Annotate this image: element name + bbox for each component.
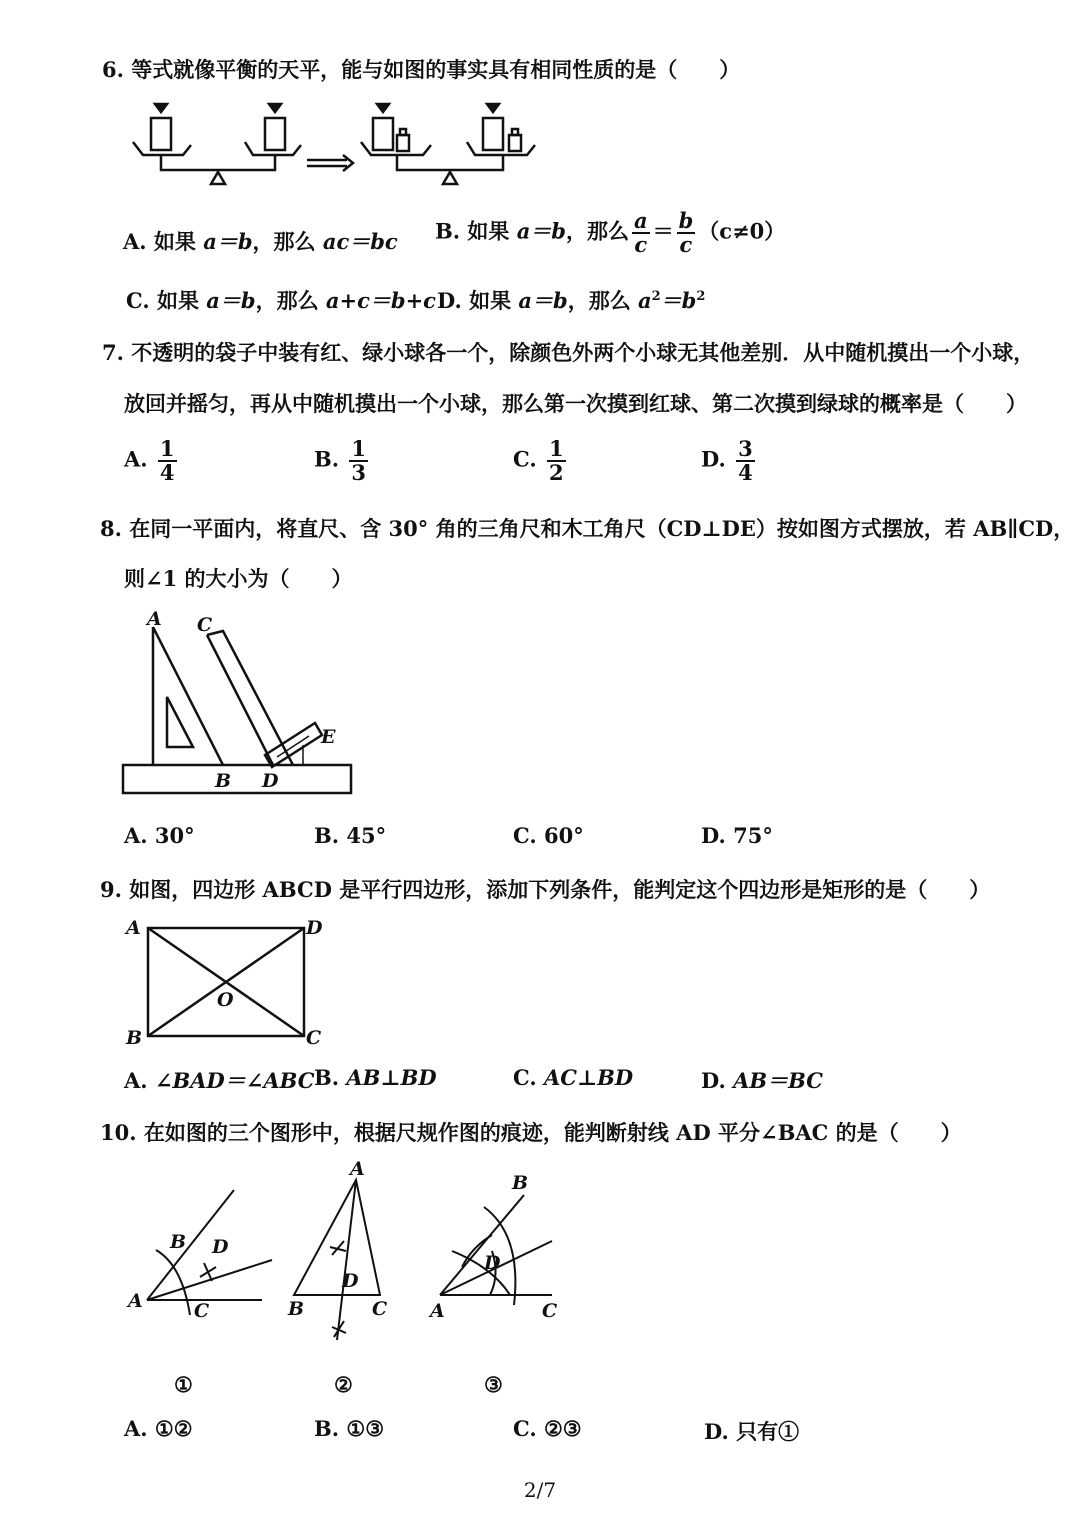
q8-label-e: E <box>321 726 336 748</box>
q10-stem: 10. 在如图的三个图形中，根据尺规作图的痕迹，能判断射线 AD 平分∠BAC 的是（ ） <box>100 1120 962 1145</box>
q10-option-d: D. 只有① <box>704 1419 800 1444</box>
q10-fig2-label-a: A <box>350 1158 365 1180</box>
q7-stem-line2: 放回并摇匀，再从中随机摸出一个小球，那么第一次摸到红球、第二次摸到绿球的概率是（ ） <box>124 391 1027 416</box>
q8-label-a: A <box>147 608 162 630</box>
q9-stem: 9. 如图，四边形 ABCD 是平行四边形，添加下列条件，能判定这个四边形是矩形的是（ ） <box>100 877 991 902</box>
q10-fig3-label-c: C <box>542 1300 558 1322</box>
q8-option-c: C. 60° <box>513 823 584 848</box>
q8-figure <box>115 605 365 805</box>
q10-option-c: C. ②③ <box>513 1416 582 1441</box>
q9-label-o: O <box>217 989 234 1011</box>
q10-option-b: B. ①③ <box>314 1416 385 1441</box>
q9-option-c: C. AC⊥BD <box>513 1065 634 1090</box>
q8-option-a: A. 30° <box>124 823 195 848</box>
q6-option-c: C. 如果 a＝b，那么 a+c＝b+c <box>126 288 436 313</box>
q6-stem: 6. 等式就像平衡的天平，能与如图的事实具有相同性质的是（ ） <box>102 57 741 82</box>
q7-option-d: D. $\frac{3}{4}$ <box>701 436 753 486</box>
q8-option-b: B. 45° <box>314 823 387 848</box>
q10-fig3-label-a: A <box>430 1300 445 1322</box>
q10-fig1-label-a: A <box>128 1290 143 1312</box>
q8-label-b: B <box>215 770 232 792</box>
page-number: 2/7 <box>523 1478 557 1502</box>
q9-option-d: D. AB＝BC <box>701 1068 823 1093</box>
q8-stem-line2: 则∠1 的大小为（ ） <box>124 566 353 591</box>
q8-label-c: C <box>197 614 213 636</box>
q9-figure <box>122 912 342 1047</box>
q10-fig2-label-c: C <box>372 1298 388 1320</box>
q6-balance-figure <box>125 100 565 195</box>
q6-option-a: A. 如果 a＝b，那么 ac＝bc <box>123 229 398 254</box>
q10-fig3-label-d: D <box>484 1252 501 1274</box>
q10-fig2-label-d: D <box>342 1270 359 1292</box>
q9-label-b: B <box>126 1027 143 1047</box>
q10-figures <box>122 1155 592 1345</box>
q7-option-b: B. $\frac{1}{3}$ <box>314 436 366 486</box>
q7-option-c: C. $\frac{1}{2}$ <box>513 436 564 486</box>
q10-fig2-label-b: B <box>288 1298 305 1320</box>
q10-fig1-label-c: C <box>194 1300 210 1322</box>
q9-label-c: C <box>306 1027 322 1047</box>
q8-label-d: D <box>262 770 279 792</box>
q8-option-d: D. 75° <box>701 823 773 848</box>
q9-label-a: A <box>126 917 141 939</box>
q10-fig3-label-b: B <box>512 1172 529 1194</box>
q8-stem-line1: 8. 在同一平面内，将直尺、含 30° 角的三角尺和木工角尺（CD⊥DE）按如图方式摆放，若 AB∥CD， <box>100 516 1075 541</box>
q9-label-d: D <box>306 917 323 939</box>
q10-figure-number-2: ② <box>334 1372 353 1397</box>
q10-figure-number-3: ③ <box>484 1372 503 1397</box>
q10-fig1-label-d: D <box>212 1236 229 1258</box>
q9-option-b: B. AB⊥BD <box>314 1065 437 1090</box>
q9-option-a: A. ∠BAD＝∠ABC <box>124 1068 315 1093</box>
q7-option-a: A. $\frac{1}{4}$ <box>124 436 175 486</box>
q6-option-b: B. 如果 a＝b，那么 $\frac{a}{c}$ ＝ $\frac{b}{c}$ （c≠0） <box>435 208 786 258</box>
q10-fig1-label-b: B <box>170 1231 187 1253</box>
q6-option-d: D. 如果 a＝b，那么 $a^2=b^2$ <box>437 288 706 313</box>
q10-figure-number-1: ① <box>174 1372 193 1397</box>
q10-option-a: A. ①② <box>124 1416 193 1441</box>
q7-stem-line1: 7. 不透明的袋子中装有红、绿小球各一个，除颜色外两个小球无其他差别．从中随机摸出一个小球， <box>102 340 1035 365</box>
